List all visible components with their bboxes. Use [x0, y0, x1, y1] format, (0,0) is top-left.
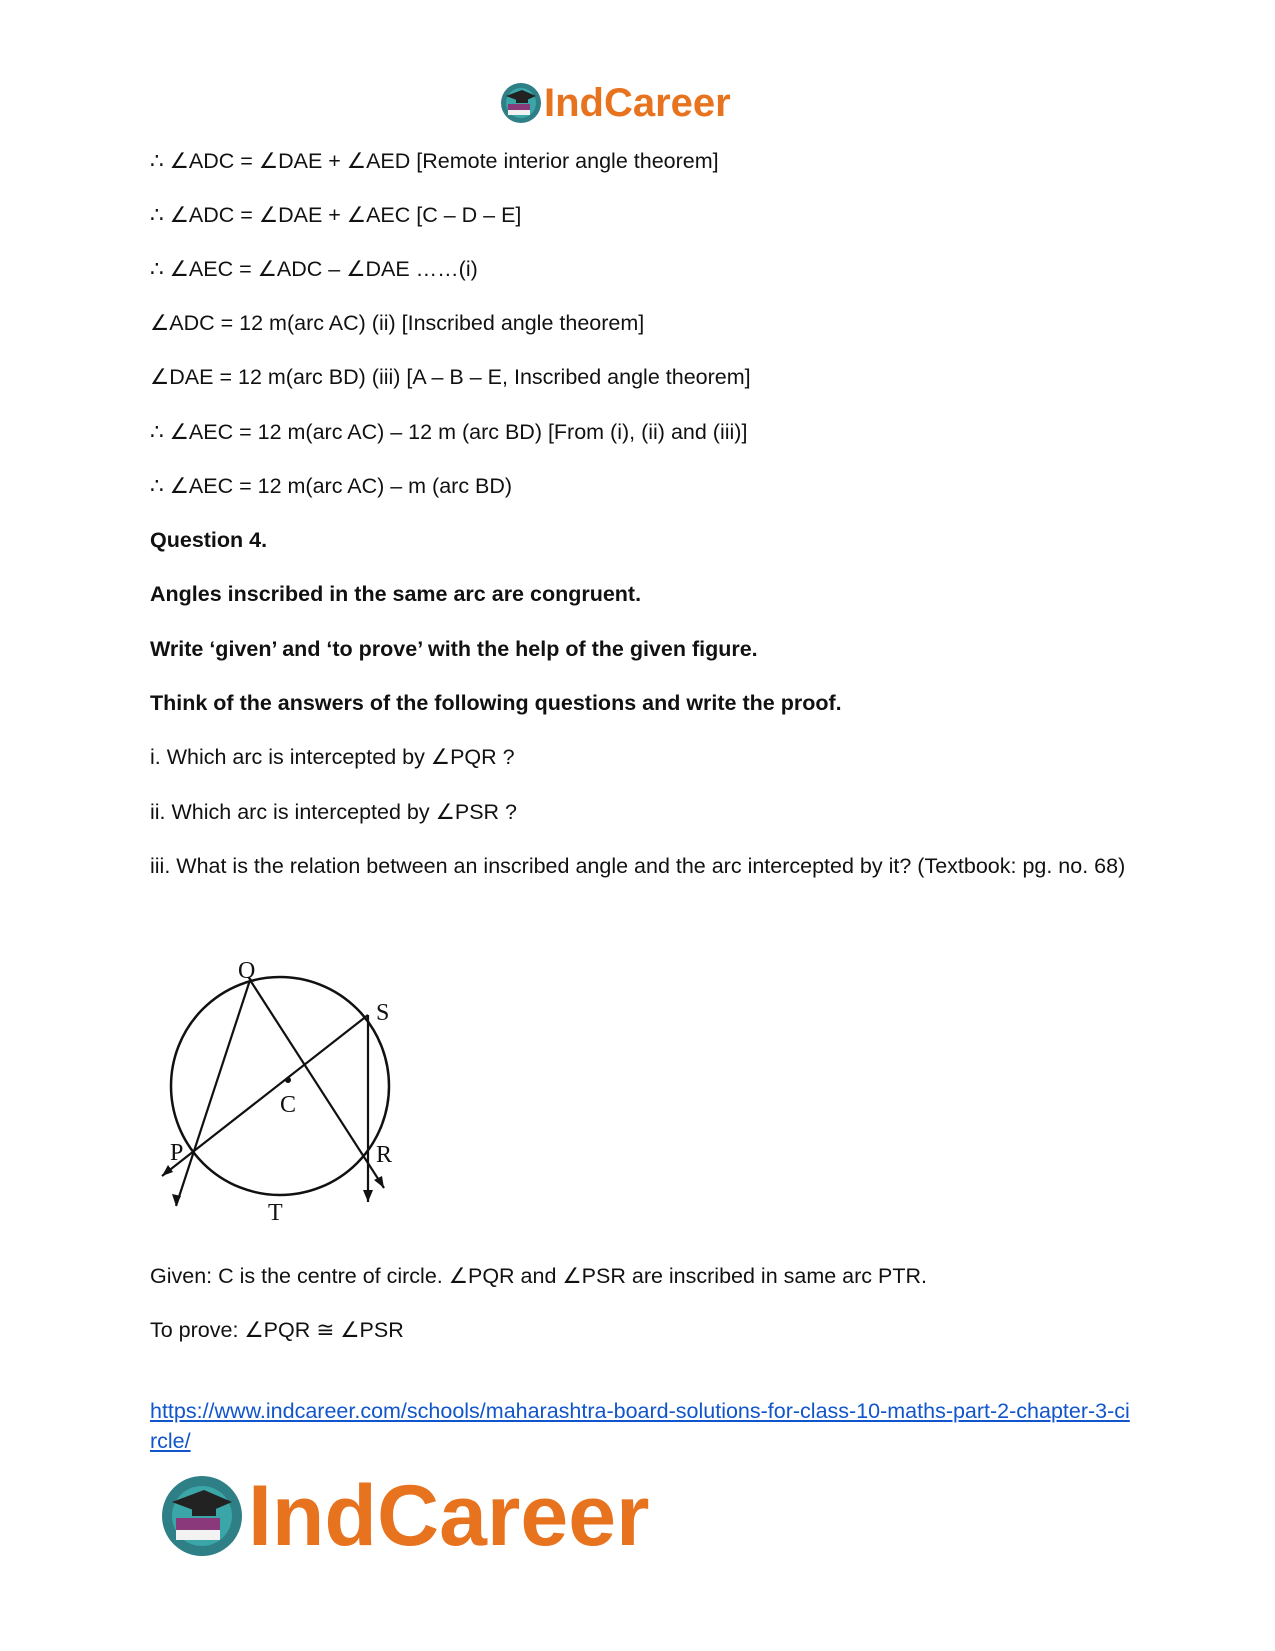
circle-figure: [158, 958, 418, 1228]
proof-line-1: ∴ ∠ADC = ∠DAE + ∠AED [Remote interior angle theorem]: [150, 149, 719, 173]
label-q: Q: [238, 958, 256, 984]
line-qr: [250, 980, 384, 1188]
proof-line-3: ∴ ∠AEC = ∠ADC – ∠DAE ……(i): [150, 257, 478, 281]
label-p: P: [170, 1140, 184, 1166]
source-link[interactable]: https://www.indcareer.com/schools/maharashtra-board-solutions-for-class-10-maths-part-2-chapter-3-circle/: [150, 1399, 1130, 1453]
proof-line-7: ∴ ∠AEC = 12 m(arc AC) – m (arc BD): [150, 474, 513, 498]
question-instruction-2: Think of the answers of the following questions and write the proof.: [150, 691, 842, 715]
line-sp: [162, 1015, 368, 1176]
given-statement: Given: C is the centre of circle. ∠PQR and ∠PSR are inscribed in same arc PTR.: [150, 1264, 927, 1288]
label-c: C: [280, 1092, 297, 1118]
label-r: R: [376, 1142, 393, 1168]
header-logo-text: IndCareer: [544, 81, 731, 125]
proof-line-6: ∴ ∠AEC = 12 m(arc AC) – 12 m (arc BD) [From (i), (ii) and (iii)]: [150, 420, 748, 444]
sub-question-2: ii. Which arc is intercepted by ∠PSR ?: [150, 800, 517, 824]
header-logo: [500, 80, 731, 126]
question-instruction-1: Write ‘given’ and ‘to prove’ with the help of the given figure.: [150, 637, 758, 661]
proof-line-2: ∴ ∠ADC = ∠DAE + ∠AEC [C – D – E]: [150, 203, 522, 227]
footer-logo-text: IndCareer: [248, 1468, 650, 1564]
circle-outline: [171, 977, 389, 1195]
label-t: T: [268, 1200, 283, 1226]
sub-question-3: iii. What is the relation between an inscribed angle and the arc intercepted by it? (Textbook: pg. no. 68): [150, 854, 1126, 878]
question-statement: Angles inscribed in the same arc are congruent.: [150, 582, 642, 606]
centre-point: [285, 1077, 291, 1083]
to-prove-statement: To prove: ∠PQR ≅ ∠PSR: [150, 1318, 404, 1342]
footer-logo: [160, 1466, 650, 1566]
proof-line-5: ∠DAE = 12 m(arc BD) (iii) [A – B – E, Inscribed angle theorem]: [150, 365, 751, 389]
graduation-cap-book-icon: [160, 1474, 244, 1558]
question-title: Question 4.: [150, 528, 268, 552]
graduation-cap-book-icon: [500, 82, 542, 124]
label-s: S: [376, 1000, 390, 1026]
sub-question-1: i. Which arc is intercepted by ∠PQR ?: [150, 745, 515, 769]
proof-line-4: ∠ADC = 12 m(arc AC) (ii) [Inscribed angle theorem]: [150, 311, 645, 335]
